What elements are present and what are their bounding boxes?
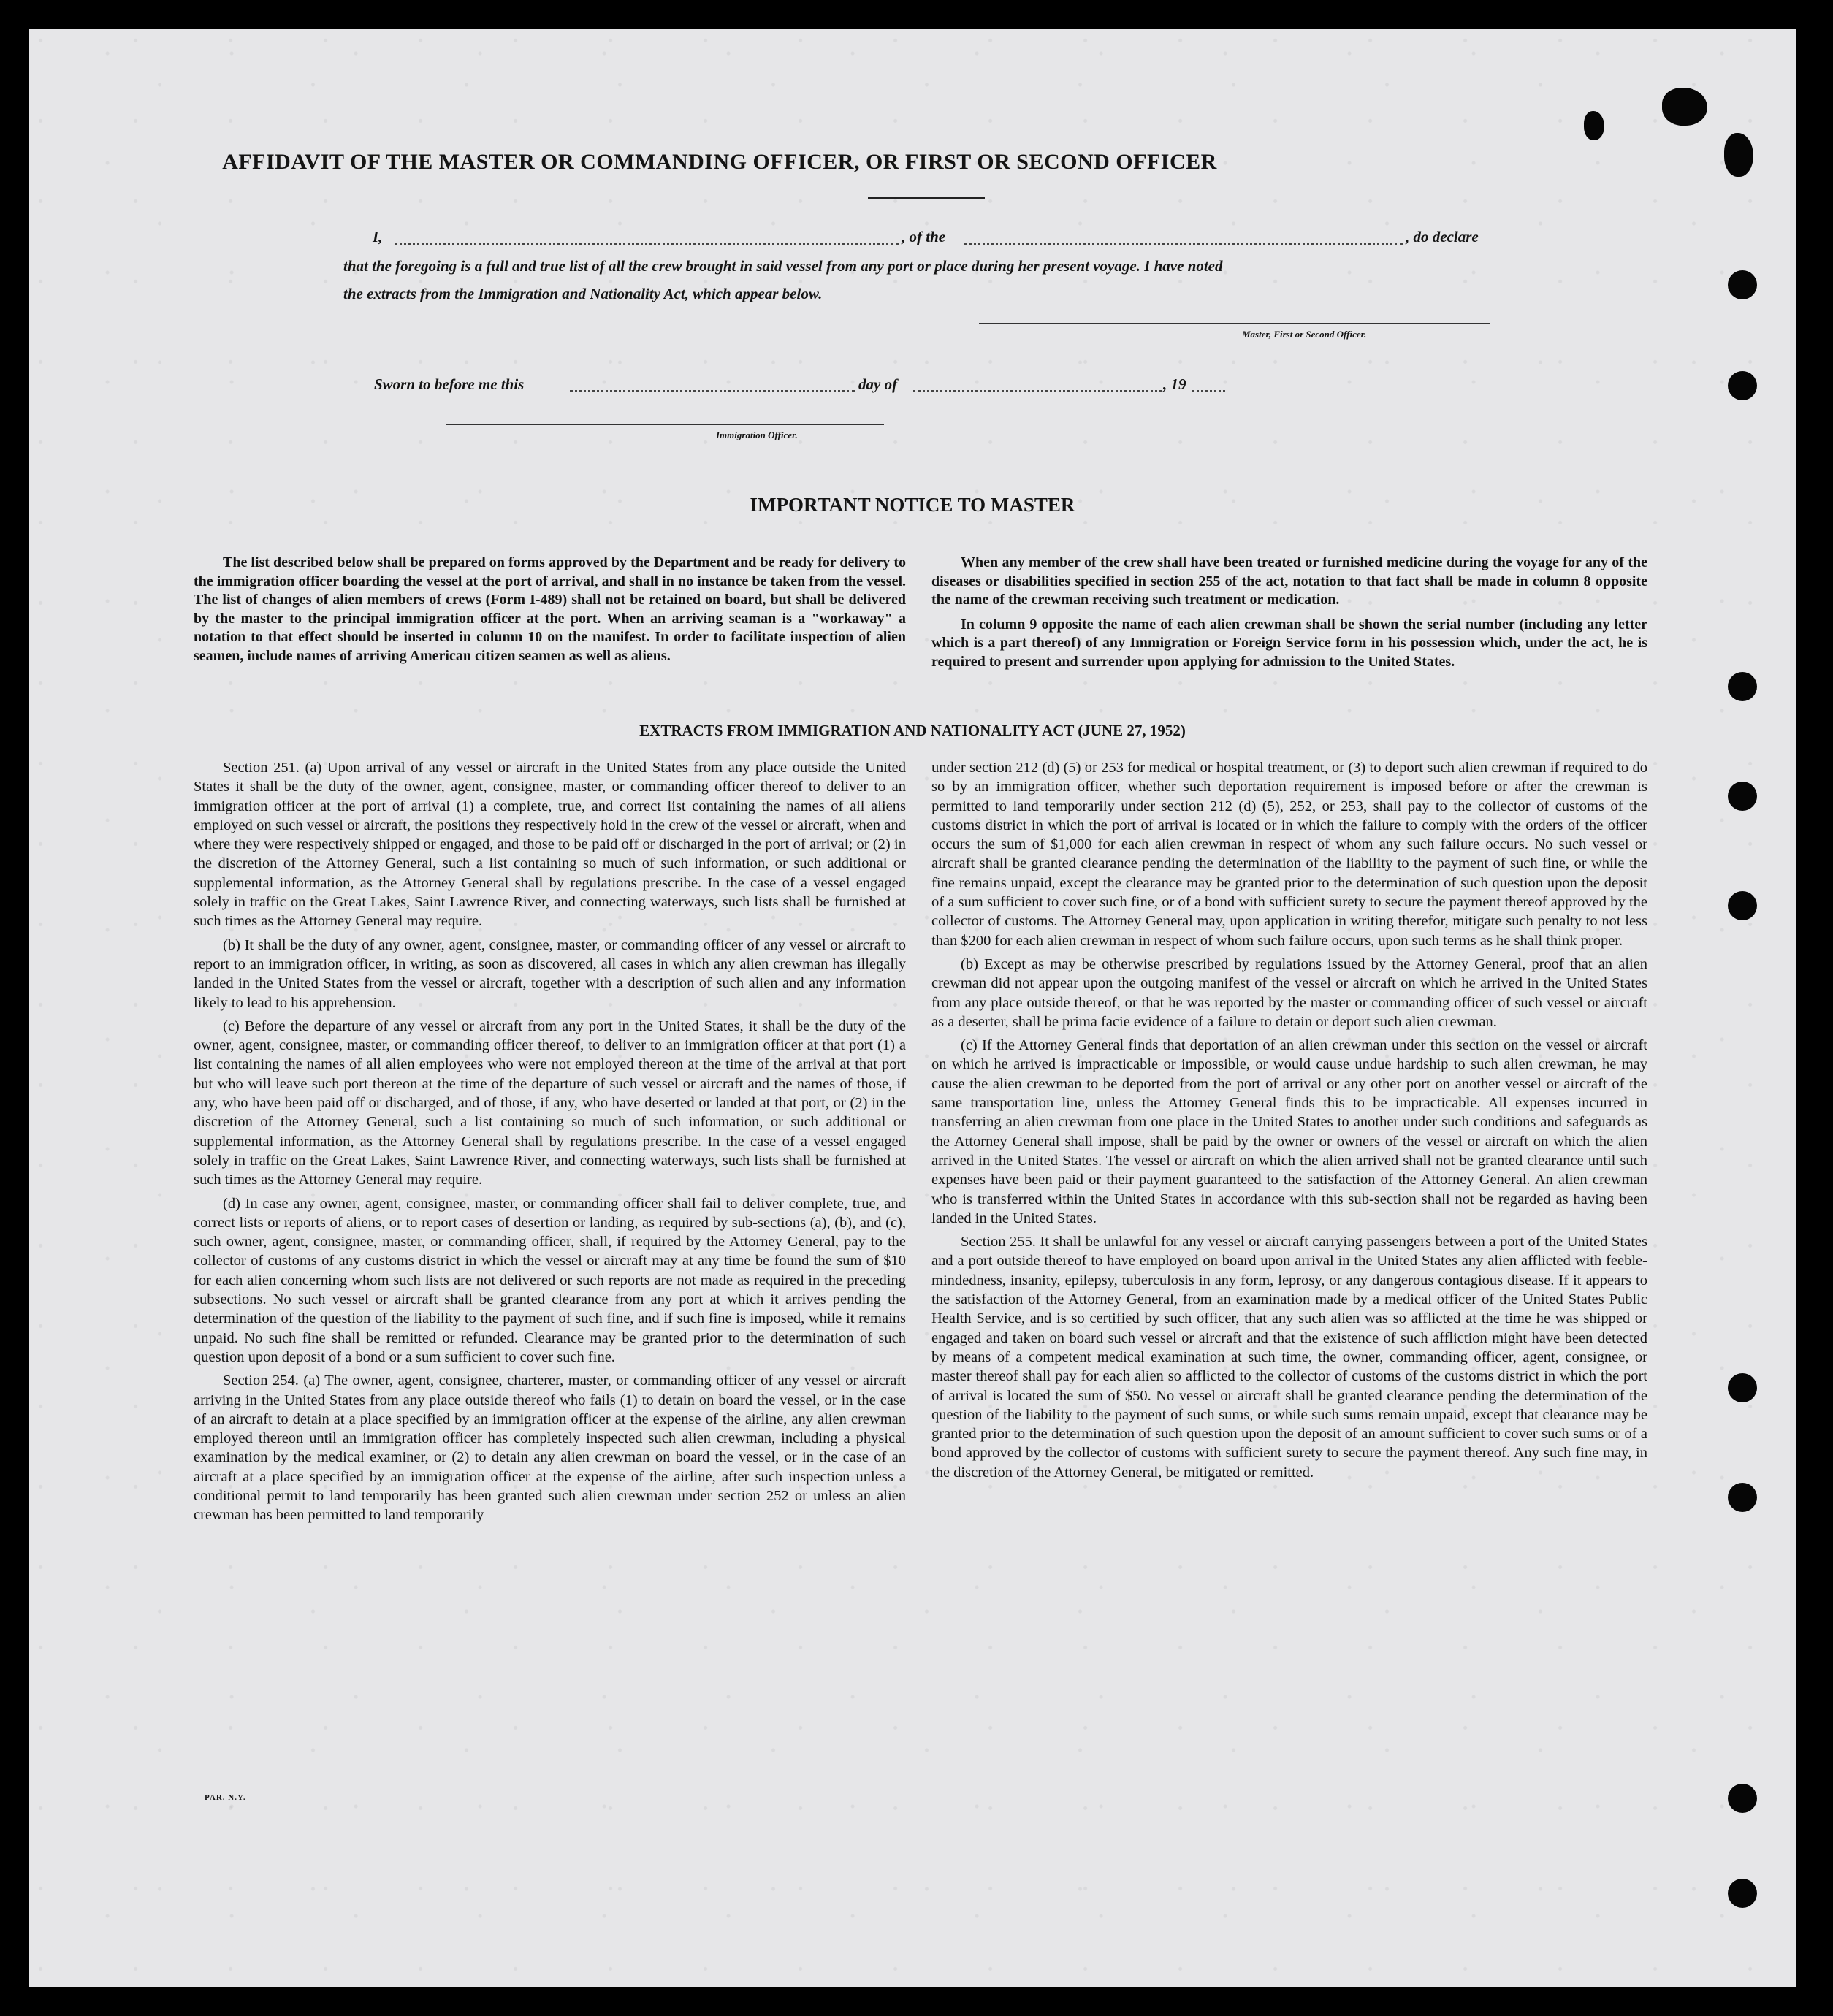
extract-paragraph: (c) Before the departure of any vessel or aircraft from any port in the United States, it shall be the duty of the owner, agent, consignee, master, or commanding officer thereof, to deliver to an immigration officer at that port (1) a list containing the names of all alien employees who were not employed thereon at the time of the arrival at that port but who will leave such port thereon at the time of the departure of such vessel or aircraft and the names of those, if any, who have been paid off or discharged, and of those, if any, who have deserted or landed at that port, or (2) in the discretion of the Attorney General, such a list containing so much of such information, or such additional or supplemental information, as the Attorney General shall by regulations prescribe. In the case of a vessel engaged solely in traffic on the Great Lakes, Saint Lawrence River, and connecting waterways, such lists shall be furnished at such times as the Attorney General may require.	[194, 1017, 906, 1188]
extract-paragraph: (b) It shall be the duty of any owner, agent, consignee, master, or commanding officer of any vessel or aircraft to report to an immigration officer, in writing, as soon as discovered, all cases in which any alien crewman has illegally landed in the United States from the vessel or aircraft, together with a description of such alien and any information likely to lead to his apprehension.	[194, 936, 906, 1011]
punch-hole-blot	[1662, 88, 1707, 126]
punch-hole	[1728, 1879, 1757, 1908]
declarant-name-field[interactable]	[395, 243, 899, 245]
declaration-line-3: the extracts from the Immigration and Nationality Act, which appear below.	[343, 285, 823, 302]
extract-paragraph: (c) If the Attorney General finds that deportation of an alien crewman under this section on the vessel or aircraft on which he arrived is impracticable or impossible, or would cause undue hardship to such alien crewman, he may cause the alien crewman to be deported from the port of arrival or any other port on another vessel or aircraft of the same transportation line, unless the Attorney General finds this to be impracticable. All expenses incurred in transferring an alien crewman from one place in the United States to another under such conditions and safeguards as the Attorney General shall impose, shall be paid by the owner or owners of the vessel or aircraft on which the alien arrived in the United States. The vessel or aircraft on which the alien arrived shall not be granted clearance until such expenses have been paid or their payment guaranteed to the satisfaction of the Attorney General. An alien crewman who is transferred within the United States in accordance with this sub-section shall not be regarded as having been landed in the United States.	[931, 1037, 1647, 1226]
punch-hole-blot	[1724, 133, 1753, 177]
punch-hole	[1728, 891, 1757, 920]
punch-hole	[1728, 782, 1757, 811]
master-signature-line[interactable]	[979, 323, 1490, 324]
printer-mark: PAR. N.Y.	[205, 1793, 246, 1802]
extracts-left-column	[194, 758, 906, 1530]
punch-hole	[1728, 270, 1757, 299]
extracts-right-column	[931, 758, 1647, 1486]
punch-hole-blot	[1584, 111, 1604, 140]
notice-paragraph: When any member of the crew shall have been treated or furnished medicine during the voyage for any of the diseases or disabilities specified in section 255 of the act, notation to that fact shall be made in column 8 opposite the name of the crewman receiving such treatment or medication.	[931, 554, 1647, 608]
master-signature-label: Master, First or Second Officer.	[1242, 329, 1367, 340]
punch-hole	[1728, 1784, 1757, 1813]
extract-paragraph: under section 212 (d) (5) or 253 for medical or hospital treatment, or (3) to deport such alien crewman if required to do so by an immigration officer, whether such deportation requirement is imposed before or after the crewman is permitted to land temporarily under section 212 (d) (5), 252, or 253, shall pay to the collector of customs of the customs district in which the port of arrival is located or in which the failure to comply with the orders of the officer occurs the sum of $1,000 for each alien crewman in respect of whom any such failure occurs. No such vessel or aircraft shall be granted clearance pending the determination of the liability to the payment of such fine, or while the fine remains unpaid, except the clearance may be granted prior to the determination of such question upon the deposit of a sum sufficient to cover such fine, or of a bond with sufficient surety to secure the payment thereof approved by the collector of customs. The Attorney General may, upon application in writing therefor, mitigate such penalty to not less than $200 for each alien crewman in respect of whom such failure occurs, upon such terms as he shall think proper.	[931, 760, 1647, 949]
notice-title: IMPORTANT NOTICE TO MASTER	[750, 494, 1075, 516]
extracts-title: EXTRACTS FROM IMMIGRATION AND NATIONALITY ACT (JUNE 27, 1952)	[639, 722, 1186, 739]
extract-paragraph: Section 255. It shall be unlawful for any vessel or aircraft carrying passengers between a port of the United States and a port outside thereof to have employed on board upon arrival in the United States any alien afflicted with feeble-mindedness, insanity, epilepsy, tuberculosis in any form, leprosy, or any dangerous contagious disease. If it appears to the satisfaction of the Attorney General, from an examination made by a medical officer of the United States Public Health Service, and is so certified by such officer, that any such alien was so afflicted at the time he was shipped or engaged and taken on board such vessel or aircraft and that the existence of such affliction might have been detected by means of a competent medical examination at such time, the owner, commanding officer, agent, consignee, or master thereof shall pay for each alien so afflicted to the collector of customs of the customs district in which the port of arrival is located the sum of $50. No vessel or aircraft shall be granted clearance pending the determination of the question of the liability to the payment of such sums, or while such sums remain unpaid, except that clearance may be granted prior to the determination of such question upon the deposit of an amount sufficient to cover such sums or of a bond approved by the collector of customs with sufficient surety to secure the payment thereof. Any such fine may, in the discretion of the Attorney General, be mitigated or remitted.	[931, 1234, 1647, 1481]
affidavit-title: AFFIDAVIT OF THE MASTER OR COMMANDING OFFICER, OR FIRST OR SECOND OFFICER	[222, 150, 1217, 174]
declare-i-label: I,	[373, 228, 383, 245]
punch-hole	[1728, 1483, 1757, 1512]
sworn-day-field[interactable]	[570, 390, 855, 392]
title-rule	[868, 197, 985, 199]
notice-left-column	[194, 554, 906, 671]
punch-hole	[1728, 371, 1757, 400]
extract-paragraph: Section 254. (a) The owner, agent, consignee, charterer, master, or commanding officer of any vessel or aircraft arriving in the United States from any place outside thereof who fails (1) to detain on board the vessel, or in the case of an aircraft to detain at a place specified by an immigration officer at the expense of the airline, any alien crewman employed thereon until an immigration officer has completely inspected such alien crewman, including a physical examination by the medical examiner, or (2) to detain any alien crewman on board the vessel, or in the case of an aircraft at a place specified by an immigration officer at the expense of the airline, after such inspection unless a conditional permit to land temporarily has been granted such alien crewman under section 252 or unless an alien crewman has been permitted to land temporarily	[194, 1372, 906, 1524]
document-page	[29, 29, 1796, 1987]
extract-paragraph: (d) In case any owner, agent, consignee, master, or commanding officer shall fail to deliver complete, true, and correct lists or reports of aliens, or to report cases of desertion or landing, as required by sub-sections (a), (b), and (c), such owner, agent, consignee, master, or commanding officer, shall, if required by the Attorney General, pay to the collector of customs of any customs district in which the vessel or aircraft may at any time be found the sum of $10 for each alien concerning whom such lists are not delivered or such reports are not made as required in the preceding subsections. No such vessel or aircraft shall be granted clearance from any port at which it arrives pending the determination of the question of the liability to the payment of such fine, and if such fine is imposed, while it remains unpaid. No such fine shall be remitted or refunded. Clearance may be granted prior to the determination of such question upon deposit of a bond or a sum sufficient to cover such fine.	[194, 1195, 906, 1365]
year-prefix-label: , 19	[1163, 375, 1186, 393]
sworn-label: Sworn to before me this	[374, 375, 525, 393]
notice-paragraph: In column 9 opposite the name of each alien crewman shall be shown the serial number (including any letter which is a part thereof) of any Immigration or Foreign Service form in his possession which, under the act, he is required to present and surrender upon applying for admission to the United States.	[931, 616, 1647, 670]
vessel-name-field[interactable]	[964, 243, 1403, 245]
punch-hole	[1728, 1373, 1757, 1402]
do-declare-label: , do declare	[1406, 228, 1479, 245]
punch-hole	[1728, 672, 1757, 701]
day-of-label: day of	[858, 375, 898, 393]
notice-right-column	[931, 554, 1647, 677]
extract-paragraph: Section 251. (a) Upon arrival of any vessel or aircraft in the United States from any place outside the United States it shall be the duty of the owner, agent, consignee, master, or commanding officer thereof to deliver to an immigration officer at the port of arrival (1) a complete, true, and correct list containing the names of all aliens employed on such vessel or aircraft, the positions they respectively hold in the crew of the vessel or aircraft, when and where they were respectively shipped or engaged, and those to be paid off or discharged in the port of arrival; or (2) in the discretion of the Attorney General, such a list containing so much of such information, or such additional or supplemental information, as the Attorney General shall by regulations prescribe. In the case of a vessel engaged solely in traffic on the Great Lakes, Saint Lawrence River, and connecting waterways, such lists shall be furnished at such times as the Attorney General may require.	[194, 760, 906, 930]
extract-paragraph: (b) Except as may be otherwise prescribed by regulations issued by the Attorney General, proof that an alien crewman did not appear upon the outgoing manifest of the vessel or aircraft on which he arrived in the United States from any place outside thereof, or that he was reported by the master or commanding officer of such vessel or aircraft as a deserter, shall be prima facie evidence of a failure to detain or deport such alien crewman.	[931, 955, 1647, 1030]
officer-signature-line[interactable]	[446, 424, 884, 425]
of-the-label: , of the	[902, 228, 946, 245]
declaration-line-2: that the foregoing is a full and true list of all the crew brought in said vessel from any port or place during her present voyage. I have noted	[343, 257, 1223, 275]
notice-paragraph: The list described below shall be prepared on forms approved by the Department and be ready for delivery to the immigration officer boarding the vessel at the port of arrival, and shall in no instance be taken from the vessel. The list of changes of alien members of crews (Form I-489) shall not be retained on board, but shall be delivered by the master to the principal immigration officer at the port. When an arriving seaman is a "workaway" a notation to that effect should be inserted in column 10 on the manifest. In order to facilitate inspection of alien seamen, include names of arriving American citizen seamen as well as aliens.	[194, 554, 906, 664]
sworn-year-field[interactable]	[1192, 390, 1225, 392]
officer-signature-label: Immigration Officer.	[716, 429, 798, 440]
sworn-month-field[interactable]	[913, 390, 1162, 392]
